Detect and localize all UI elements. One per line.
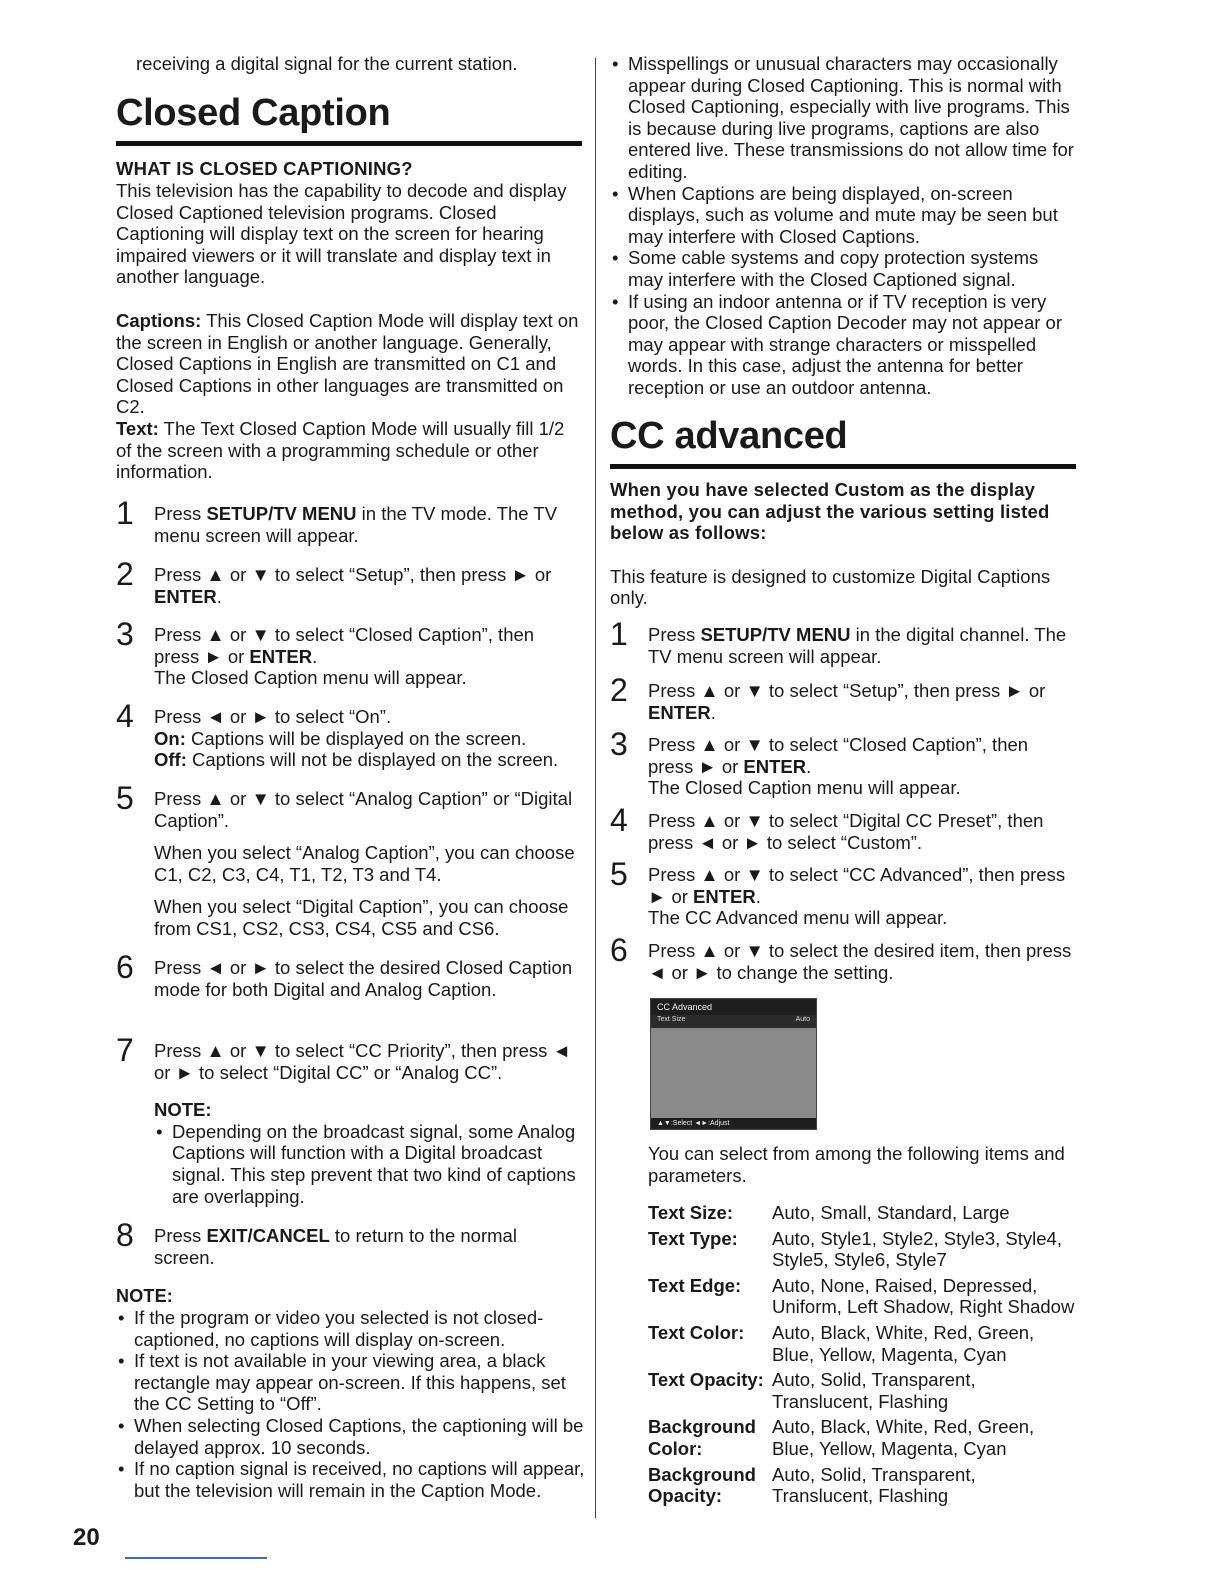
cc-advanced-desc: This feature is designed to customize Digital Captions only. [610, 565, 1051, 609]
note-label: NOTE: [116, 1286, 173, 1306]
section-title-closed-caption: Closed Caption [116, 92, 582, 146]
right-step-3: 3 Press ▲ or ▼ to select “Closed Caption”, then press ► or ENTER. The Closed Caption menu will appear. [610, 726, 1029, 799]
cc-parameters-table [648, 1202, 1078, 1511]
left-step-3: 3 Press ▲ or ▼ to select “Closed Caption”, then press ► or ENTER. The Closed Caption menu will appear. [116, 616, 535, 689]
note-item: • When selecting Closed Captions, the captioning will be delayed approx. 10 seconds. [116, 1415, 586, 1458]
subhead: WHAT IS CLOSED CAPTIONING? [116, 158, 413, 179]
right-step-2: 2 Press ▲ or ▼ to select “Setup”, then press ► or ENTER. [610, 672, 1046, 723]
column-divider [595, 58, 596, 1518]
cc-advanced-lead: When you have selected Custom as the display method, you can adjust the various setting listed below as follows: This feature is designed to customize Digital Captions only. [610, 479, 1076, 609]
right-step-4: 4 Press ▲ or ▼ to select “Digital CC Preset”, then press ◄ or ► to select “Custom”. [610, 802, 1044, 853]
left-step-7: 7 Press ▲ or ▼ to select “CC Priority”, then press ◄ or ► to select “Digital CC” or “Analog CC”. NOTE: • Depending on the broadcast signal, some Analog Captions will function with a Digital broadcast signal. This step prevent that two kind of captions are overlapping. [116, 1040, 582, 1207]
left-step-8: 8 Press EXIT/CANCEL to return to the normal screen. [116, 1217, 517, 1268]
cc-advanced-menu-screenshot [650, 998, 817, 1130]
menu-row-blank [651, 1028, 816, 1041]
step-note-label: NOTE: [154, 1099, 212, 1121]
select-items-text: You can select from among the following items and parameters. [648, 1143, 1065, 1186]
menu-row-blank [651, 1054, 816, 1067]
bullet-item: • If using an indoor antenna or if TV reception is very poor, the Closed Caption Decoder may not appear or may appear with strange characters or misspelled words. In this case, adjust the antenna for better reception or use an outdoor antenna. [610, 291, 1076, 399]
intro-paragraph: This television has the capability to decode and display Closed Captioned television programs. Closed Captioning will display text on the screen for hearing impaired viewers or it will translate and display text in another language. [116, 180, 567, 288]
menu-row-blank [651, 1080, 816, 1093]
bullet-item: • Misspellings or unusual characters may occasionally appear during Closed Captioning. This is normal with Closed Captioning, especially with live programs. This is because during live programs, captions are also entered live. These transmissions do not allow time for editing. [610, 53, 1076, 183]
left-step-1: 1 Press SETUP/TV MENU in the TV mode. The TV menu screen will appear. [116, 495, 558, 546]
text-paragraph: Text: The Text Closed Caption Mode will usually fill 1/2 of the screen with a programming schedule or other information. [116, 417, 565, 483]
right-bullets [610, 53, 1076, 399]
left-notes [116, 1286, 586, 1501]
right-step-5: 5 Press ▲ or ▼ to select “CC Advanced”, then press ► or ENTER. The CC Advanced menu will appear. [610, 856, 1066, 929]
param-row: Background Color: Auto, Black, White, Red, Green, Blue, Yellow, Magenta, Cyan [648, 1416, 1035, 1459]
menu-row-blank [651, 1067, 816, 1080]
continued-text: receiving a digital signal for the current station. [136, 53, 518, 74]
right-step-6: 6 Press ▲ or ▼ to select the desired item, then press ◄ or ► to change the setting. [610, 932, 1072, 983]
page-number: 20 [73, 1524, 100, 1551]
param-row: Text Opacity: Auto, Solid, Transparent, Translucent, Flashing [648, 1369, 976, 1412]
footer-rule [125, 1557, 267, 1559]
section-title-cc-advanced: CC advanced [610, 415, 1076, 469]
menu-row-blank [651, 1041, 816, 1054]
bullet-item: • When Captions are being displayed, on-screen displays, such as volume and mute may be seen but may interfere with Closed Captions. [610, 183, 1076, 248]
note-item: • If no caption signal is received, no captions will appear, but the television will remain in the Caption Mode. [116, 1458, 586, 1501]
left-step-4: 4 Press ◄ or ► to select “On”. On: Captions will be displayed on the screen. Off: Captions will not be displayed on the screen. [116, 698, 559, 771]
param-row: Text Edge: Auto, None, Raised, Depressed, Uniform, Left Shadow, Right Shadow [648, 1274, 1075, 1318]
menu-row: Text Size Auto [651, 1015, 816, 1028]
left-step-5: 5 Press ▲ or ▼ to select “Analog Caption” or “Digital Caption”. When you select “Analog Caption”, you can choose C1, C2, C3, C4, T1, T2, T3 and T4. When you select “Digital Caption”, you can choose from CS1, CS2, CS3, CS4, CS5 and CS6. [116, 780, 575, 939]
param-row: Text Type: Auto, Style1, Style2, Style3, Style4, Style5, Style6, Style7 [648, 1227, 1062, 1271]
captions-paragraph: Captions: This Closed Caption Mode will display text on the screen in English or another language. Generally, Closed Captions in English are transmitted on C1 and Closed Captions in other languages are transmitted on C2. [116, 309, 579, 418]
param-row: Background Opacity: Auto, Solid, Transparent, Translucent, Flashing [648, 1463, 976, 1507]
menu-footer: ▲▼:Select ◄►:Adjust [651, 1118, 816, 1129]
note-item: • If the program or video you selected is not closed-captioned, no captions will display on-screen. [116, 1307, 586, 1350]
param-row: Text Size: Auto, Small, Standard, Large [648, 1202, 1010, 1223]
what-is-cc-section [116, 158, 582, 483]
note-item: • If text is not available in your viewing area, a black rectangle may appear on-screen. If this happens, set the CC Setting to “Off”. [116, 1350, 586, 1415]
bullet-item: • Some cable systems and copy protection systems may interfere with the Closed Captioned signal. [610, 247, 1076, 290]
menu-title: CC Advanced [651, 999, 816, 1015]
right-step-1: 1 Press SETUP/TV MENU in the digital channel. The TV menu screen will appear. [610, 616, 1067, 667]
step-note-item: • Depending on the broadcast signal, some Analog Captions will function with a Digital broadcast signal. This step prevent that two kind of captions are overlapping. [154, 1121, 582, 1207]
left-step-2: 2 Press ▲ or ▼ to select “Setup”, then press ► or ENTER. [116, 556, 552, 607]
left-step-6: 6 Press ◄ or ► to select the desired Closed Caption mode for both Digital and Analog Caption. [116, 949, 573, 1000]
param-row: Text Color: Auto, Black, White, Red, Green, Blue, Yellow, Magenta, Cyan [648, 1321, 1035, 1365]
menu-row-blank [651, 1093, 816, 1106]
